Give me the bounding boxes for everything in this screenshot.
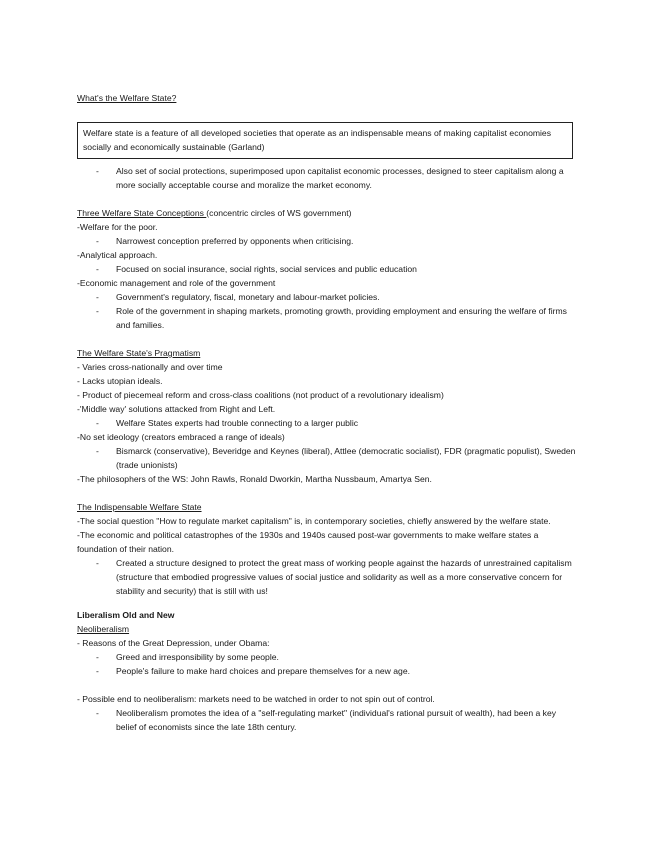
bullet-text: Greed and irresponsibility by some people. (116, 652, 279, 662)
section-heading-conceptions (77, 206, 577, 220)
list-item: - Product of piecemeal reform and cross-class coalitions (not product of a revolutionary idealism) (77, 390, 444, 400)
sub-bullet (77, 664, 577, 678)
list-item: - Varies cross-nationally and over time (77, 362, 223, 372)
bullet-text: Welfare States experts had trouble connecting to a larger public (116, 418, 359, 428)
list-item: -Welfare for the poor. (77, 222, 158, 232)
sub-bullet (77, 234, 577, 248)
paragraph: -The social question "How to regulate market capitalism" is, in contemporary societies, chiefly answered by the welfare state. (77, 516, 551, 526)
page-title: What's the Welfare State? (77, 93, 177, 103)
section-heading-liberalism: Liberalism Old and New (77, 610, 175, 620)
section-heading-pragmatism: The Welfare State's Pragmatism (77, 348, 201, 358)
bullet-text: People's failure to make hard choices and prepare themselves for a new age. (116, 666, 410, 676)
bullet-dash: - (96, 652, 99, 662)
bullet-text: Created a structure designed to protect the great mass of working people against the hazards of unrestrained capitalism (structure that embodied progressive values of social justice and solidarity as well as a more conservative concern for stability and security) that is still with us! (116, 558, 572, 596)
heading-underlined: Three Welfare State Conceptions (77, 208, 207, 218)
bullet-dash: - (96, 418, 99, 428)
bullet-text: Focused on social insurance, social rights, social services and public education (116, 264, 417, 274)
bullet-text: Bismarck (conservative), Beveridge and Keynes (liberal), Attlee (democratic socialist), FDR (pragmatic populist), Sweden (trade unionists) (116, 446, 576, 470)
heading-rest: (concentric circles of WS government) (206, 208, 352, 218)
sub-bullet (77, 444, 577, 472)
bullet-dash: - (96, 708, 99, 718)
document-body (77, 91, 577, 734)
bullet-text: Government's regulatory, fiscal, monetary and labour-market policies. (116, 292, 380, 302)
bullet-dash: - (96, 264, 99, 274)
list-item: -The philosophers of the WS: John Rawls, Ronald Dworkin, Martha Nussbaum, Amartya Sen. (77, 474, 432, 484)
list-item: -'Middle way' solutions attacked from Right and Left. (77, 404, 276, 414)
section-heading-indispensable: The Indispensable Welfare State (77, 502, 202, 512)
sub-bullet (77, 304, 577, 332)
sub-bullet (77, 290, 577, 304)
definition-bullet (77, 164, 577, 192)
bullet-dash: - (96, 166, 99, 176)
bullet-text: Also set of social protections, superimposed upon capitalist economic processes, designed to steer capitalism along a more socially acceptable course and moralize the market economy. (116, 166, 564, 190)
list-item: -Analytical approach. (77, 250, 158, 260)
bullet-dash: - (96, 292, 99, 302)
bullet-text: Role of the government in shaping markets, promoting growth, providing employment and ensuring the welfare of firms and families. (116, 306, 567, 330)
sub-bullet (77, 416, 577, 430)
bullet-dash: - (96, 666, 99, 676)
bullet-dash: - (96, 558, 99, 568)
list-item: - Reasons of the Great Depression, under Obama: (77, 638, 270, 648)
list-item: - Lacks utopian ideals. (77, 376, 163, 386)
list-item: - Possible end to neoliberalism: markets need to be watched in order to not spin out of control. (77, 694, 435, 704)
list-item: -No set ideology (creators embraced a range of ideals) (77, 432, 285, 442)
paragraph: -The economic and political catastrophes of the 1930s and 1940s caused post-war governments to make welfare states a foundation of their nation. (77, 530, 539, 554)
subsection-heading-neoliberalism: Neoliberalism (77, 624, 130, 634)
sub-bullet (77, 706, 577, 734)
list-item: -Economic management and role of the government (77, 278, 276, 288)
sub-bullet (77, 262, 577, 276)
definition-box: Welfare state is a feature of all developed societies that operate as an indispensable means of making capitalist economies socially and economically sustainable (Garland) (77, 122, 573, 159)
bullet-dash: - (96, 306, 99, 316)
bullet-text: Narrowest conception preferred by opponents when criticising. (116, 236, 354, 246)
sub-bullet (77, 556, 577, 598)
sub-bullet (77, 650, 577, 664)
bullet-text: Neoliberalism promotes the idea of a "self-regulating market" (individual's rational pursuit of wealth), had been a key belief of economists since the late 18th century. (116, 708, 557, 732)
bullet-dash: - (96, 236, 99, 246)
bullet-dash: - (96, 446, 99, 456)
